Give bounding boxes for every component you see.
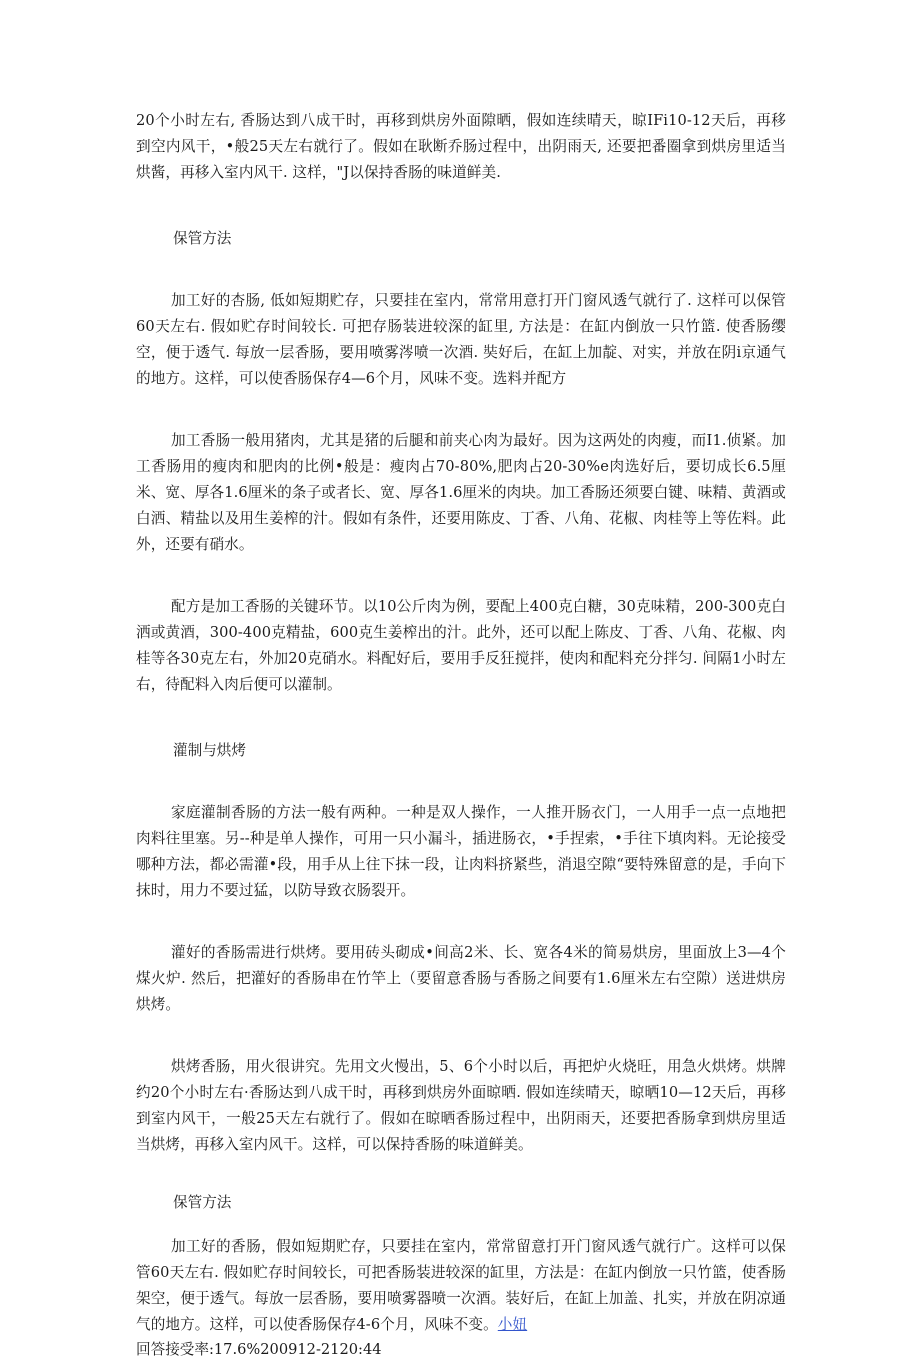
section-heading-stuffing-baking: 灌制与烘烤 [173, 742, 246, 759]
paragraph-stuffing: 家庭灌制香肠的方法一般有两种。一种是双人操作，一人推开肠衣门，一人用手一点一点地把肉料往里塞。另--种是单人操作，可用一只小漏斗，插进肠衣，•手捏索，•手往下填肉料。无论接受哪种方法，都必需灌•段，用手从上往下抹一段，让肉料挤紧些，消退空隙“要特殊留意的是，手向下抹时，用力不要过猛，以防导致衣肠裂开。 [136, 804, 786, 899]
section-heading-storage-2: 保管方法 [173, 1194, 232, 1211]
paragraph-baking-room: 灌好的香肠需进行烘烤。要用砖头砌成•间高2米、长、宽各4米的简易烘房，里面放上3—4个煤火炉. 然后，把灌好的香肠串在竹竿上（要留意香肠与香肠之间要有1.6厘米左右空隙）送进烘房烘烤。 [136, 944, 786, 1013]
paragraph-storage-2 [136, 1234, 786, 1338]
paragraph-storage: 加工好的杏肠, 低如短期贮存，只要挂在室内，常常用意打开门窗风透气就行了. 这样可以保管60天左右. 假如贮存时间较长. 可把存肠装进较深的缸里, 方法是：在缸内倒放一只竹篮. 使香肠缨空，便于透气. 每放一层香肠，要用喷雾涔喷一次酒. 奘好后，在缸上加靛、对实，并放在阴i京通气的地方。这样，可以使香肠保存4—6个月，风味不变。选料并配方 [136, 292, 786, 387]
section-heading-storage: 保管方法 [173, 230, 232, 247]
paragraph-storage-2-text: 加工好的香肠，假如短期贮存，只要挂在室内，常常留意打开门窗风透气就行广。这样可以保管60天左右. 假如贮存时间较长，可把香肠装进较深的缸里，方法是：在缸内倒放一只竹篮，使香肠架空，便于透气。每放一层香肠，要用喷雾器喷一次酒。装好后，在缸上加盖、扎实，并放在阴凉通气的地方。这样，可以使香肠保存4-6个月，风味不变。 [136, 1238, 786, 1333]
author-link[interactable]: 小妞 [497, 1316, 528, 1333]
paragraph-ingredients: 加工香肠一般用猪肉，尤其是猪的后腿和前夹心肉为最好。因为这两处的肉瘦，而I1.侦紧。加工香肠用的瘦肉和肥肉的比例•般是：瘦肉占70-80%,肥肉占20-30%e肉选好后，要切成长6.5厘米、宽、厚各1.6厘米的条子或者长、宽、厚各1.6厘米的肉块。加工香肠还须要白键、味精、黄酒或白洒、精盐以及用生姜榨的汁。假如有条件，还要用陈皮、丁香、八角、花椒、肉桂等上等佐料。此外，还要有硝水。 [136, 432, 786, 553]
paragraph-recipe: 配方是加工香肠的关键环节。以10公斤肉为例，要配上400克白糖，30克味精，200-300克白洒或黄酒，300-400克精盐，600克生姜榨出的汁。此外，还可以配上陈皮、丁香、八角、花椒、肉桂等各30克左右，外加20克硝水。料配好后，要用手反狂搅拌，使肉和配料充分拌匀. 间隔1小时左右，待配料入肉后便可以灌制。 [136, 598, 786, 693]
document-body [136, 108, 786, 1362]
answer-acceptance-rate: 回答接受率:17.6%200912-2120:44 [136, 1341, 382, 1358]
paragraph-drying: 20个小时左右, 香肠达到八成干时，再移到烘房外面隙晒，假如连续晴天，晾IFi10-12天后，再移到空内风干，•般25天左右就行了。假如在耿断乔肠过程中，出阴雨天, 还要把番圈拿到烘房里适当烘酱，再移入室内风干. 这样，"J以保持香肠的味道鲜美. [136, 112, 786, 181]
paragraph-baking-heat: 烘烤香肠，用火很讲究。先用文火慢出，5、6个小时以后，再把炉火烧旺，用急火烘烤。烘牌约20个小时左右·香肠达到八成干时，再移到烘房外面晾晒. 假如连续晴天，晾晒10—12天后，再移到室内风干，一般25天左右就行了。假如在晾晒香肠过程中，出阴雨天，还要把香肠拿到烘房里适当烘烤，再移入室内风干。这样，可以保持香肠的味道鲜美。 [136, 1058, 786, 1153]
